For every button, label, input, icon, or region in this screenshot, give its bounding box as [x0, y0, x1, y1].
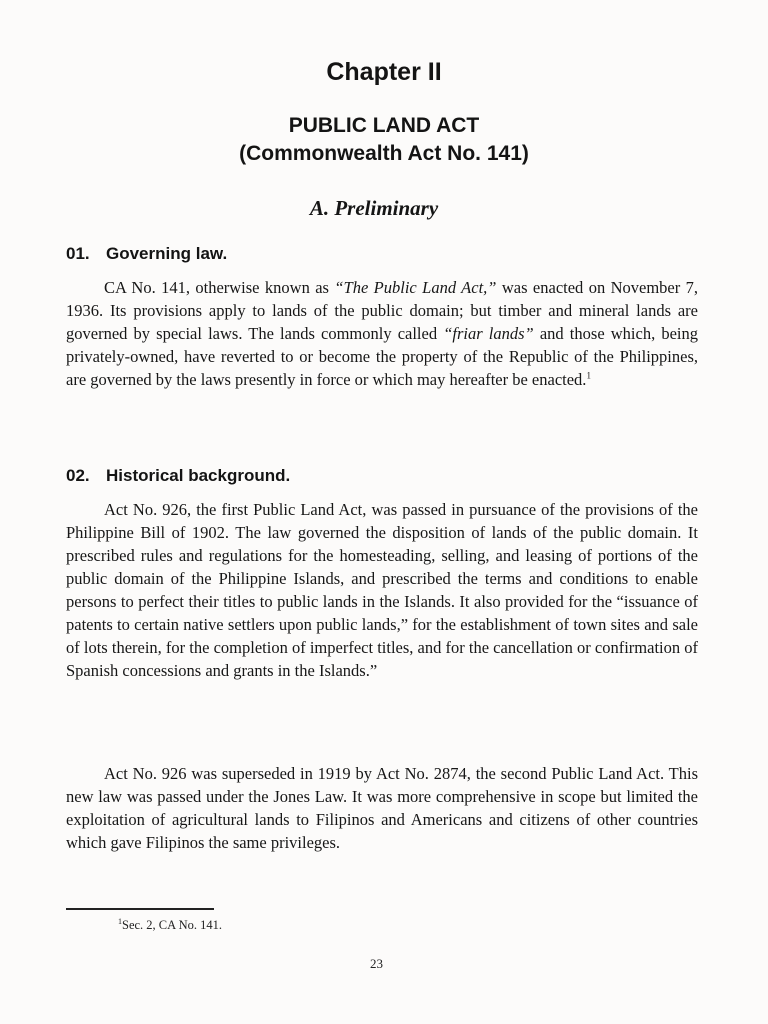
paragraph-historical-2: Act No. 926 was superseded in 1919 by Act No. 2874, the second Public Land Act. This new law was passed under the Jones Law. It was more comprehensive in scope but limited the exploitation of agricultural lands to Filipinos and Americans and citizens of other countries which gave Filipinos the same privileges.	[66, 764, 698, 852]
footnote	[118, 918, 222, 933]
act-title: PUBLIC LAND ACT	[288, 114, 480, 137]
page-number: 23	[370, 956, 383, 971]
section-heading-02	[66, 466, 290, 486]
chapter-title: Chapter II	[326, 58, 442, 86]
italic-term-friar-lands: “friar lands”	[443, 324, 534, 343]
section-heading-text: Governing law.	[106, 244, 228, 263]
section-heading-01	[66, 244, 227, 264]
section-heading-text: Historical background.	[106, 466, 291, 485]
section-title: A. Preliminary	[309, 196, 439, 220]
italic-title-public-land-act: “The Public Land Act,”	[334, 278, 497, 297]
paragraph-text: and those which, being privately-owned, have reverted to or become the property of the Republic of the Philippines, are governed by the laws presently in force or which may hereafter be enacted.	[66, 324, 698, 389]
section-number: 02.	[66, 466, 90, 485]
paragraph-text: CA No. 141, otherwise known as	[104, 278, 335, 297]
footnote-marker: 1	[118, 916, 122, 926]
footnote-divider	[66, 908, 214, 910]
footnote-text: Sec. 2, CA No. 141.	[122, 918, 222, 932]
paragraph-text: was enacted on November 7, 1936. Its provisions apply to lands of the public domain; but timber and mineral lands are governed by special laws. The lands commonly called	[66, 278, 698, 343]
section-number: 01.	[66, 244, 90, 263]
paragraph-governing-law	[66, 276, 698, 391]
paragraph-historical-1: Act No. 926, the first Public Land Act, was passed in pursuance of the provisions of the Philippine Bill of 1902. The law governed the disposition of lands of the public domain. It prescribed rules and regulations for the homesteading, selling, and leasing of portions of the public domain of the Philippine Islands, and prescribed the terms and conditions to enable persons to perfect their titles to public lands in the Islands. It also provided for the “issuance of patents to certain native settlers upon public lands,” for the establishment of town sites and sale of lots therein, for the completion of imperfect titles, and for the cancellation or confirmation of Spanish concessions and grants in the Islands.”	[66, 500, 698, 680]
act-subtitle: (Commonwealth Act No. 141)	[239, 142, 529, 165]
footnote-reference[interactable]: 1	[586, 370, 591, 381]
